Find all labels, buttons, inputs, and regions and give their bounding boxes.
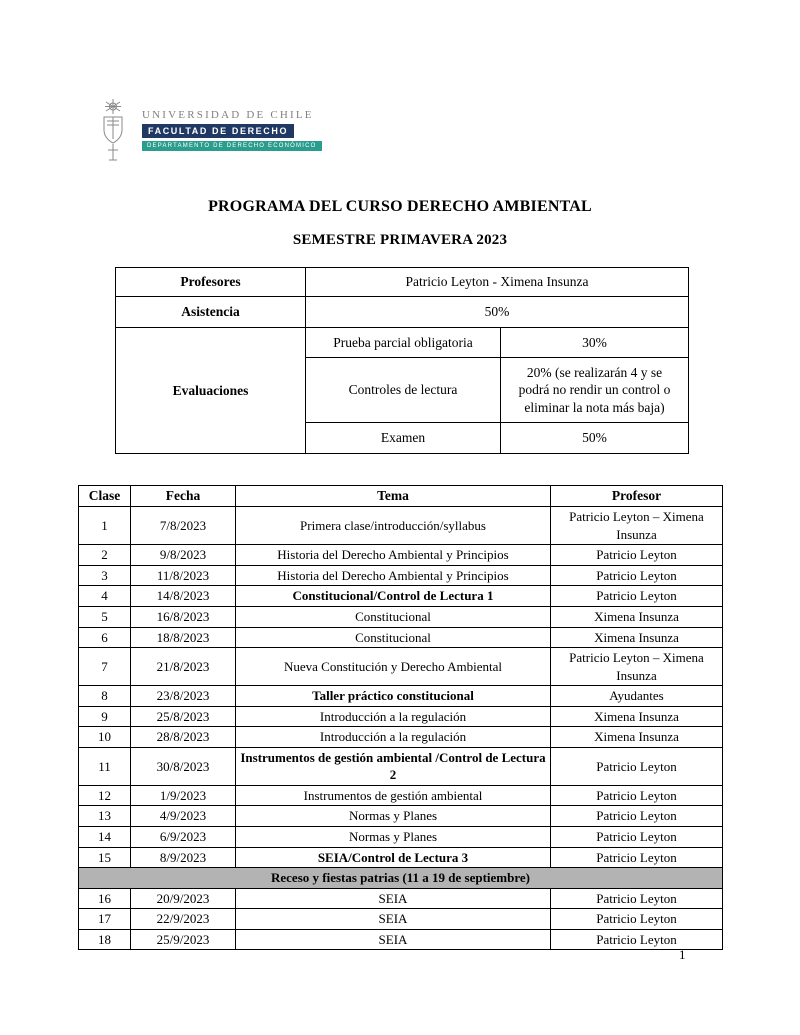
professor-cell: Patricio Leyton – Ximena Insunza [551, 507, 723, 545]
col-header-profesor: Profesor [551, 486, 723, 507]
schedule-row-2 [79, 545, 723, 566]
date-cell: 23/8/2023 [131, 686, 236, 707]
class-number-cell: 16 [79, 888, 131, 909]
date-cell: 8/9/2023 [131, 847, 236, 868]
professor-cell: Ximena Insunza [551, 606, 723, 627]
schedule-header [79, 486, 723, 507]
col-header-fecha: Fecha [131, 486, 236, 507]
professor-cell: Patricio Leyton [551, 929, 723, 950]
schedule-row-10 [79, 727, 723, 748]
professor-cell: Patricio Leyton [551, 888, 723, 909]
schedule-row-1 [79, 507, 723, 545]
professor-cell: Patricio Leyton [551, 785, 723, 806]
professor-cell: Patricio Leyton [551, 565, 723, 586]
evaluaciones-label-cell: Evaluaciones [116, 328, 306, 454]
recess-banner-row [79, 868, 723, 889]
schedule-row-17 [79, 909, 723, 930]
date-cell: 28/8/2023 [131, 727, 236, 748]
class-number-cell: 9 [79, 706, 131, 727]
schedule-row-15 [79, 847, 723, 868]
class-number-cell: 8 [79, 686, 131, 707]
professor-cell: Ximena Insunza [551, 727, 723, 748]
evaluaciones-row-1 [116, 328, 689, 358]
date-cell: 25/8/2023 [131, 706, 236, 727]
class-number-cell: 5 [79, 606, 131, 627]
schedule-table [78, 485, 723, 950]
topic-cell: Historia del Derecho Ambiental y Principios [236, 565, 551, 586]
schedule-row-18 [79, 929, 723, 950]
topic-cell: Nueva Constitución y Derecho Ambiental [236, 648, 551, 686]
university-logo-text [142, 98, 322, 151]
class-number-cell: 4 [79, 586, 131, 607]
profesores-value-cell: Patricio Leyton - Ximena Insunza [306, 268, 689, 297]
professor-cell: Patricio Leyton [551, 545, 723, 566]
date-cell: 1/9/2023 [131, 785, 236, 806]
schedule-row-3 [79, 565, 723, 586]
recess-banner-text: Receso y fiestas patrias (11 a 19 de septiembre) [79, 868, 723, 889]
class-number-cell: 14 [79, 826, 131, 847]
date-cell: 21/8/2023 [131, 648, 236, 686]
evaluacion-item-cell: Prueba parcial obligatoria [306, 328, 501, 358]
class-number-cell: 1 [79, 507, 131, 545]
date-cell: 22/9/2023 [131, 909, 236, 930]
date-cell: 16/8/2023 [131, 606, 236, 627]
topic-cell: Normas y Planes [236, 806, 551, 827]
profesores-row [116, 268, 689, 297]
asistencia-value-cell: 50% [306, 297, 689, 328]
professor-cell: Patricio Leyton [551, 747, 723, 785]
class-number-cell: 17 [79, 909, 131, 930]
evaluacion-item-cell: Examen [306, 423, 501, 454]
professor-cell: Patricio Leyton [551, 826, 723, 847]
schedule-row-12 [79, 785, 723, 806]
schedule-row-4 [79, 586, 723, 607]
schedule-row-5 [79, 606, 723, 627]
schedule-row-9 [79, 706, 723, 727]
date-cell: 11/8/2023 [131, 565, 236, 586]
topic-cell: Constitucional/Control de Lectura 1 [236, 586, 551, 607]
course-title: PROGRAMA DEL CURSO DERECHO AMBIENTAL [208, 198, 592, 215]
topic-cell: SEIA [236, 888, 551, 909]
class-number-cell: 13 [79, 806, 131, 827]
col-header-tema: Tema [236, 486, 551, 507]
class-number-cell: 7 [79, 648, 131, 686]
logo-faculty-name: FACULTAD DE DERECHO [142, 124, 294, 138]
schedule-row-14 [79, 826, 723, 847]
date-cell: 9/8/2023 [131, 545, 236, 566]
topic-cell: Instrumentos de gestión ambiental /Control de Lectura 2 [236, 747, 551, 785]
evaluacion-item-cell: Controles de lectura [306, 358, 501, 423]
professor-cell: Ximena Insunza [551, 627, 723, 648]
topic-cell: Introducción a la regulación [236, 727, 551, 748]
topic-cell: Taller práctico constitucional [236, 686, 551, 707]
class-number-cell: 15 [79, 847, 131, 868]
university-crest-icon [95, 98, 131, 162]
class-number-cell: 3 [79, 565, 131, 586]
evaluacion-value-cell: 50% [501, 423, 689, 454]
schedule-row-8 [79, 686, 723, 707]
date-cell: 25/9/2023 [131, 929, 236, 950]
logo-university-name: UNIVERSIDAD DE CHILE [142, 109, 314, 121]
class-number-cell: 12 [79, 785, 131, 806]
topic-cell: Historia del Derecho Ambiental y Principios [236, 545, 551, 566]
semester-subtitle: SEMESTRE PRIMAVERA 2023 [292, 232, 508, 248]
university-logo [95, 98, 322, 162]
topic-cell: SEIA/Control de Lectura 3 [236, 847, 551, 868]
topic-cell: Constitucional [236, 606, 551, 627]
professor-cell: Patricio Leyton [551, 847, 723, 868]
date-cell: 7/8/2023 [131, 507, 236, 545]
topic-cell: Primera clase/introducción/syllabus [236, 507, 551, 545]
date-cell: 20/9/2023 [131, 888, 236, 909]
schedule-row-6 [79, 627, 723, 648]
class-number-cell: 11 [79, 747, 131, 785]
date-cell: 6/9/2023 [131, 826, 236, 847]
col-header-clase: Clase [79, 486, 131, 507]
class-number-cell: 18 [79, 929, 131, 950]
schedule-row-13 [79, 806, 723, 827]
professor-cell: Ayudantes [551, 686, 723, 707]
professor-cell: Patricio Leyton [551, 586, 723, 607]
schedule-row-7 [79, 648, 723, 686]
page-number: 1 [679, 947, 686, 962]
schedule-row-11 [79, 747, 723, 785]
schedule-body [79, 507, 723, 950]
date-cell: 14/8/2023 [131, 586, 236, 607]
date-cell: 30/8/2023 [131, 747, 236, 785]
logo-department-name: DEPARTAMENTO DE DERECHO ECONÓMICO [142, 141, 322, 151]
topic-cell: Normas y Planes [236, 826, 551, 847]
topic-cell: Constitucional [236, 627, 551, 648]
topic-cell: Instrumentos de gestión ambiental [236, 785, 551, 806]
asistencia-label-cell: Asistencia [116, 297, 306, 328]
evaluacion-value-cell: 30% [501, 328, 689, 358]
professor-cell: Ximena Insunza [551, 706, 723, 727]
date-cell: 18/8/2023 [131, 627, 236, 648]
course-info-table [115, 267, 689, 454]
professor-cell: Patricio Leyton [551, 806, 723, 827]
schedule-header-row [79, 486, 723, 507]
topic-cell: SEIA [236, 929, 551, 950]
professor-cell: Patricio Leyton [551, 909, 723, 930]
profesores-label-cell: Profesores [116, 268, 306, 297]
topic-cell: SEIA [236, 909, 551, 930]
asistencia-row [116, 297, 689, 328]
class-number-cell: 6 [79, 627, 131, 648]
date-cell: 4/9/2023 [131, 806, 236, 827]
schedule-row-16 [79, 888, 723, 909]
professor-cell: Patricio Leyton – Ximena Insunza [551, 648, 723, 686]
topic-cell: Introducción a la regulación [236, 706, 551, 727]
class-number-cell: 10 [79, 727, 131, 748]
class-number-cell: 2 [79, 545, 131, 566]
evaluacion-value-cell: 20% (se realizarán 4 y se podrá no rendir un control o eliminar la nota más baja) [501, 358, 689, 423]
